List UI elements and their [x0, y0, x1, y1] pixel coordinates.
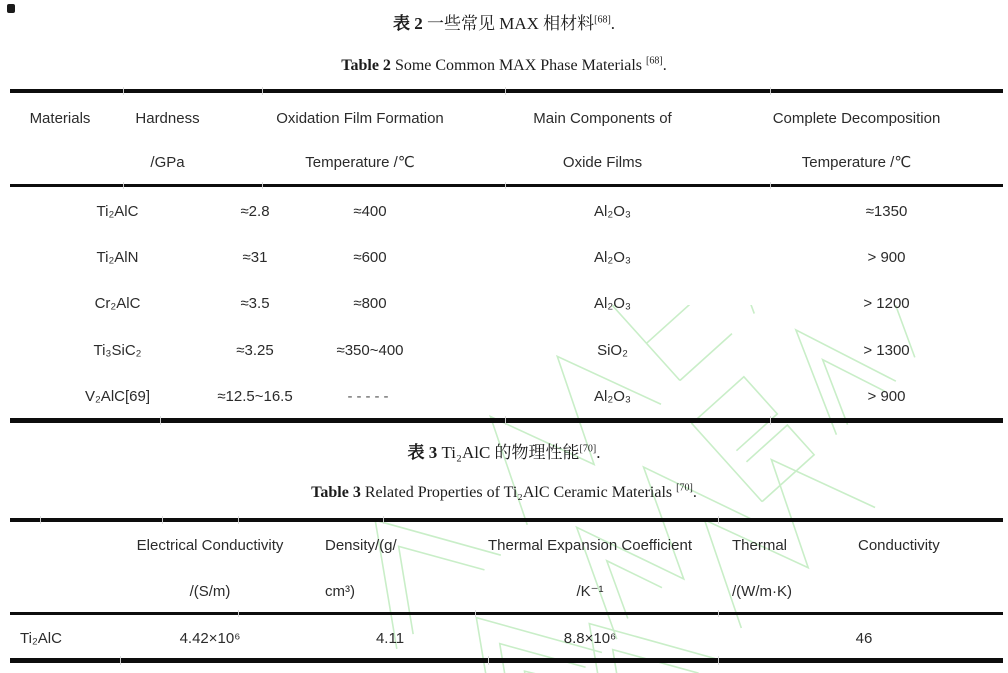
table2-header-row	[10, 96, 1003, 184]
t2-cell: Al₂O₃	[594, 295, 631, 313]
t2-cell: ≈12.5~16.5	[217, 388, 293, 406]
t3-cell: Ti₂AlC	[20, 629, 62, 647]
t2-cell: V₂AlC[69]	[84, 388, 151, 406]
t2-cell: > 900	[867, 249, 906, 267]
table2-header-rule	[10, 184, 1003, 187]
t2-cell: ≈3.5	[240, 295, 270, 313]
t2-cell: ≈600	[353, 249, 387, 267]
table2-caption-en-label: Table 2	[341, 57, 391, 74]
t2-cell: ≈1350	[865, 202, 908, 220]
table2-caption-zh: 表 2 一些常见 MAX 相材料[68].	[392, 14, 616, 33]
t3-cell: 4.11	[375, 629, 405, 647]
t2-cell: > 900	[867, 388, 906, 406]
t3-header-cell: Thermal Expansion Coefficient /K⁻¹	[488, 536, 692, 600]
table2-caption-en-text: Some Common MAX Phase Materials	[390, 57, 647, 74]
t3-header-cell: Density/(g/ cm³)	[325, 536, 397, 600]
table3-caption-en-label: Table 3	[311, 484, 361, 501]
table2-top-rule	[10, 89, 1003, 93]
t2-cell: ≈400	[353, 202, 387, 220]
table3-caption-zh-ref: [70]	[579, 443, 597, 455]
t2-cell: > 1300	[863, 341, 910, 359]
t2-header-cell: Hardness /GPa	[135, 109, 200, 171]
t2-cell: -----	[347, 388, 393, 406]
table2-caption-zh-text: 一些常见 MAX 相材料	[422, 14, 595, 33]
t2-cell: > 1200	[863, 295, 910, 313]
t3-header-cell: Conductivity	[858, 536, 940, 554]
t3-cell: 4.42×10⁶	[179, 629, 241, 647]
t2-cell: Al₂O₃	[594, 388, 631, 406]
table3-caption-en-text: Related Properties of Ti₂AlC Ceramic Materials	[360, 484, 677, 501]
t2-cell: ≈350~400	[336, 341, 404, 359]
t2-cell: Al₂O₃	[594, 249, 631, 267]
t2-header-cell: Materials	[29, 109, 91, 127]
table3-caption-zh: 表 3 Ti₂AlC 的物理性能[70].	[407, 443, 601, 462]
table3-body	[10, 617, 1003, 659]
t2-cell: ≈3.25	[236, 341, 274, 359]
t2-cell: Ti₂AlC	[96, 202, 139, 220]
t2-cell: Ti₂AlN	[96, 249, 139, 267]
t3-cell: 8.8×10⁶	[563, 629, 617, 647]
t2-cell: Cr₂AlC	[94, 295, 141, 313]
t2-cell: Ti₃SiC₂	[93, 341, 142, 359]
table3-caption-en-ref: [70]	[676, 482, 693, 494]
t3-header-cell	[10, 522, 95, 614]
t2-cell: Al₂O₃	[594, 202, 631, 220]
table2-caption-zh-ref: [68]	[594, 14, 611, 26]
t2-header-cell: Main Components of Oxide Films	[533, 109, 672, 171]
table2-caption-en-ref: [68]	[646, 55, 663, 67]
table2-caption-en: Table 2 Some Common MAX Phase Materials [68].	[341, 55, 667, 74]
table2-body	[10, 188, 1003, 420]
table3-caption-zh-text: Ti₂AlC 的物理性能	[437, 443, 580, 462]
t3-header-cell: Thermal /(W/m·K)	[732, 536, 792, 600]
t3-header-cell: Electrical Conductivity /(S/m)	[136, 536, 284, 600]
t2-cell: ≈31	[242, 249, 268, 267]
t2-cell: SiO₂	[597, 341, 628, 359]
t2-header-cell: Oxidation Film Formation Temperature /℃	[276, 109, 444, 171]
t2-cell: ≈2.8	[240, 202, 270, 220]
table3-caption-en: Table 3 Related Properties of Ti₂AlC Ceramic Materials [70].	[311, 482, 697, 501]
table2-caption-zh-label: 表 2	[392, 14, 423, 33]
t3-cell: 46	[855, 629, 873, 647]
table3-header-row	[10, 522, 1003, 614]
t2-header-cell: Complete Decomposition Temperature /℃	[772, 109, 941, 171]
t2-cell: ≈800	[353, 295, 387, 313]
table3-caption-zh-label: 表 3	[407, 443, 438, 462]
